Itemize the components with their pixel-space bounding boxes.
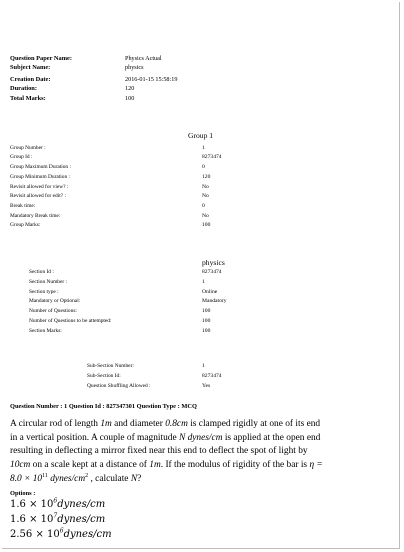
group-field-label: Break time:	[10, 203, 36, 210]
group-field-value: 0	[202, 203, 205, 210]
section-field-label: Section Id :	[29, 269, 54, 275]
section-field-value: Online	[202, 288, 218, 295]
section-field-label: Section Marks:	[29, 327, 62, 334]
group-field-label: Group Number :	[10, 145, 46, 151]
section-field-value: 100	[202, 308, 211, 315]
group-field-value: 0	[202, 164, 205, 171]
section-field-value: 100	[202, 318, 211, 324]
section-field-label: Number of Questions to be attempted:	[29, 318, 112, 324]
option-3[interactable]: $2.56 \times 10^6dynes/cm$	[10, 527, 112, 540]
marks-label: Total Marks:	[10, 95, 46, 102]
section-field-label: Section Number :	[29, 278, 68, 285]
section-field-value: Mandatory	[202, 298, 227, 305]
section-field-value: 8273474	[202, 269, 222, 275]
question-header: Question Number : 1 Question Id : 827347301 Question Type : MCQ	[10, 403, 197, 410]
group-field-label: Revisit allowed for edit? :	[10, 193, 66, 199]
marks-value: 100	[125, 95, 135, 102]
group-field-value: No	[202, 212, 209, 219]
subsection-field-value: 8273474	[202, 372, 222, 379]
creation-label: Creation Date:	[10, 76, 51, 83]
group-field-value: 100	[202, 222, 211, 229]
duration-label: Duration:	[10, 85, 37, 92]
group-field-value: 120	[202, 173, 211, 180]
paper-name-value: Physics Actual	[125, 55, 162, 62]
subject-label: Subject Name:	[10, 64, 51, 71]
option-2[interactable]: $1.6 \times 10^7dynes/cm$	[10, 512, 106, 525]
question-text: A circular rod of length 1m and diameter 0.8cm is clamped rigidly at one of its end in a vertical position. A couple of magnitude N dynes/cm is applied at the open end resulting in deflecting a mirror fixed near this end to deflect the spot of light by 10cm on a scale kept at a distance of 1m. If the modulus of rigidity of the bar is $\eta = 8.0 \times 10^{11}$ dynes/$cm^2$ , calculate N?	[10, 419, 323, 484]
group-field-value: No	[202, 183, 209, 190]
section-field-label: Mandatory or Optional:	[29, 298, 81, 305]
section-field-value: 100	[202, 327, 211, 334]
group-field-label: Group Marks:	[10, 222, 41, 229]
duration-value: 120	[125, 85, 135, 92]
group-field-value: No	[202, 193, 209, 199]
creation-value: 2016-01-15 15:58:19	[125, 76, 178, 83]
section-field-label: Section type :	[29, 288, 59, 295]
group-field-label: Group Maximum Duration :	[10, 164, 71, 171]
subject-value: physics	[125, 64, 144, 71]
subsection-field-label: Sub-Section Number:	[87, 363, 134, 369]
group-field-label: Group Minimum Duration :	[10, 173, 71, 180]
section-title: physics	[202, 258, 225, 267]
group-field-label: Mandatory Break time:	[10, 212, 61, 219]
options-label: Options :	[10, 490, 36, 497]
paper-name-label: Question Paper Name:	[10, 55, 73, 62]
subsection-field-value: 1	[202, 363, 205, 369]
group-field-label: Group Id :	[10, 154, 33, 161]
option-1[interactable]: $1.6 \times 10^6dynes/cm$	[10, 497, 106, 510]
group-field-value: 1	[202, 145, 205, 151]
group-field-value: 8273474	[202, 154, 222, 161]
subsection-field-value: Yes	[202, 382, 211, 389]
group-title: Group 1	[188, 131, 214, 140]
subsection-field-label: Question Shuffling Allowed :	[87, 382, 151, 389]
subsection-field-label: Sub-Section Id:	[87, 372, 121, 379]
group-field-label: Revisit allowed for view? :	[10, 183, 69, 190]
section-field-label: Number of Questions:	[29, 308, 77, 315]
section-field-value: 1	[202, 278, 205, 285]
